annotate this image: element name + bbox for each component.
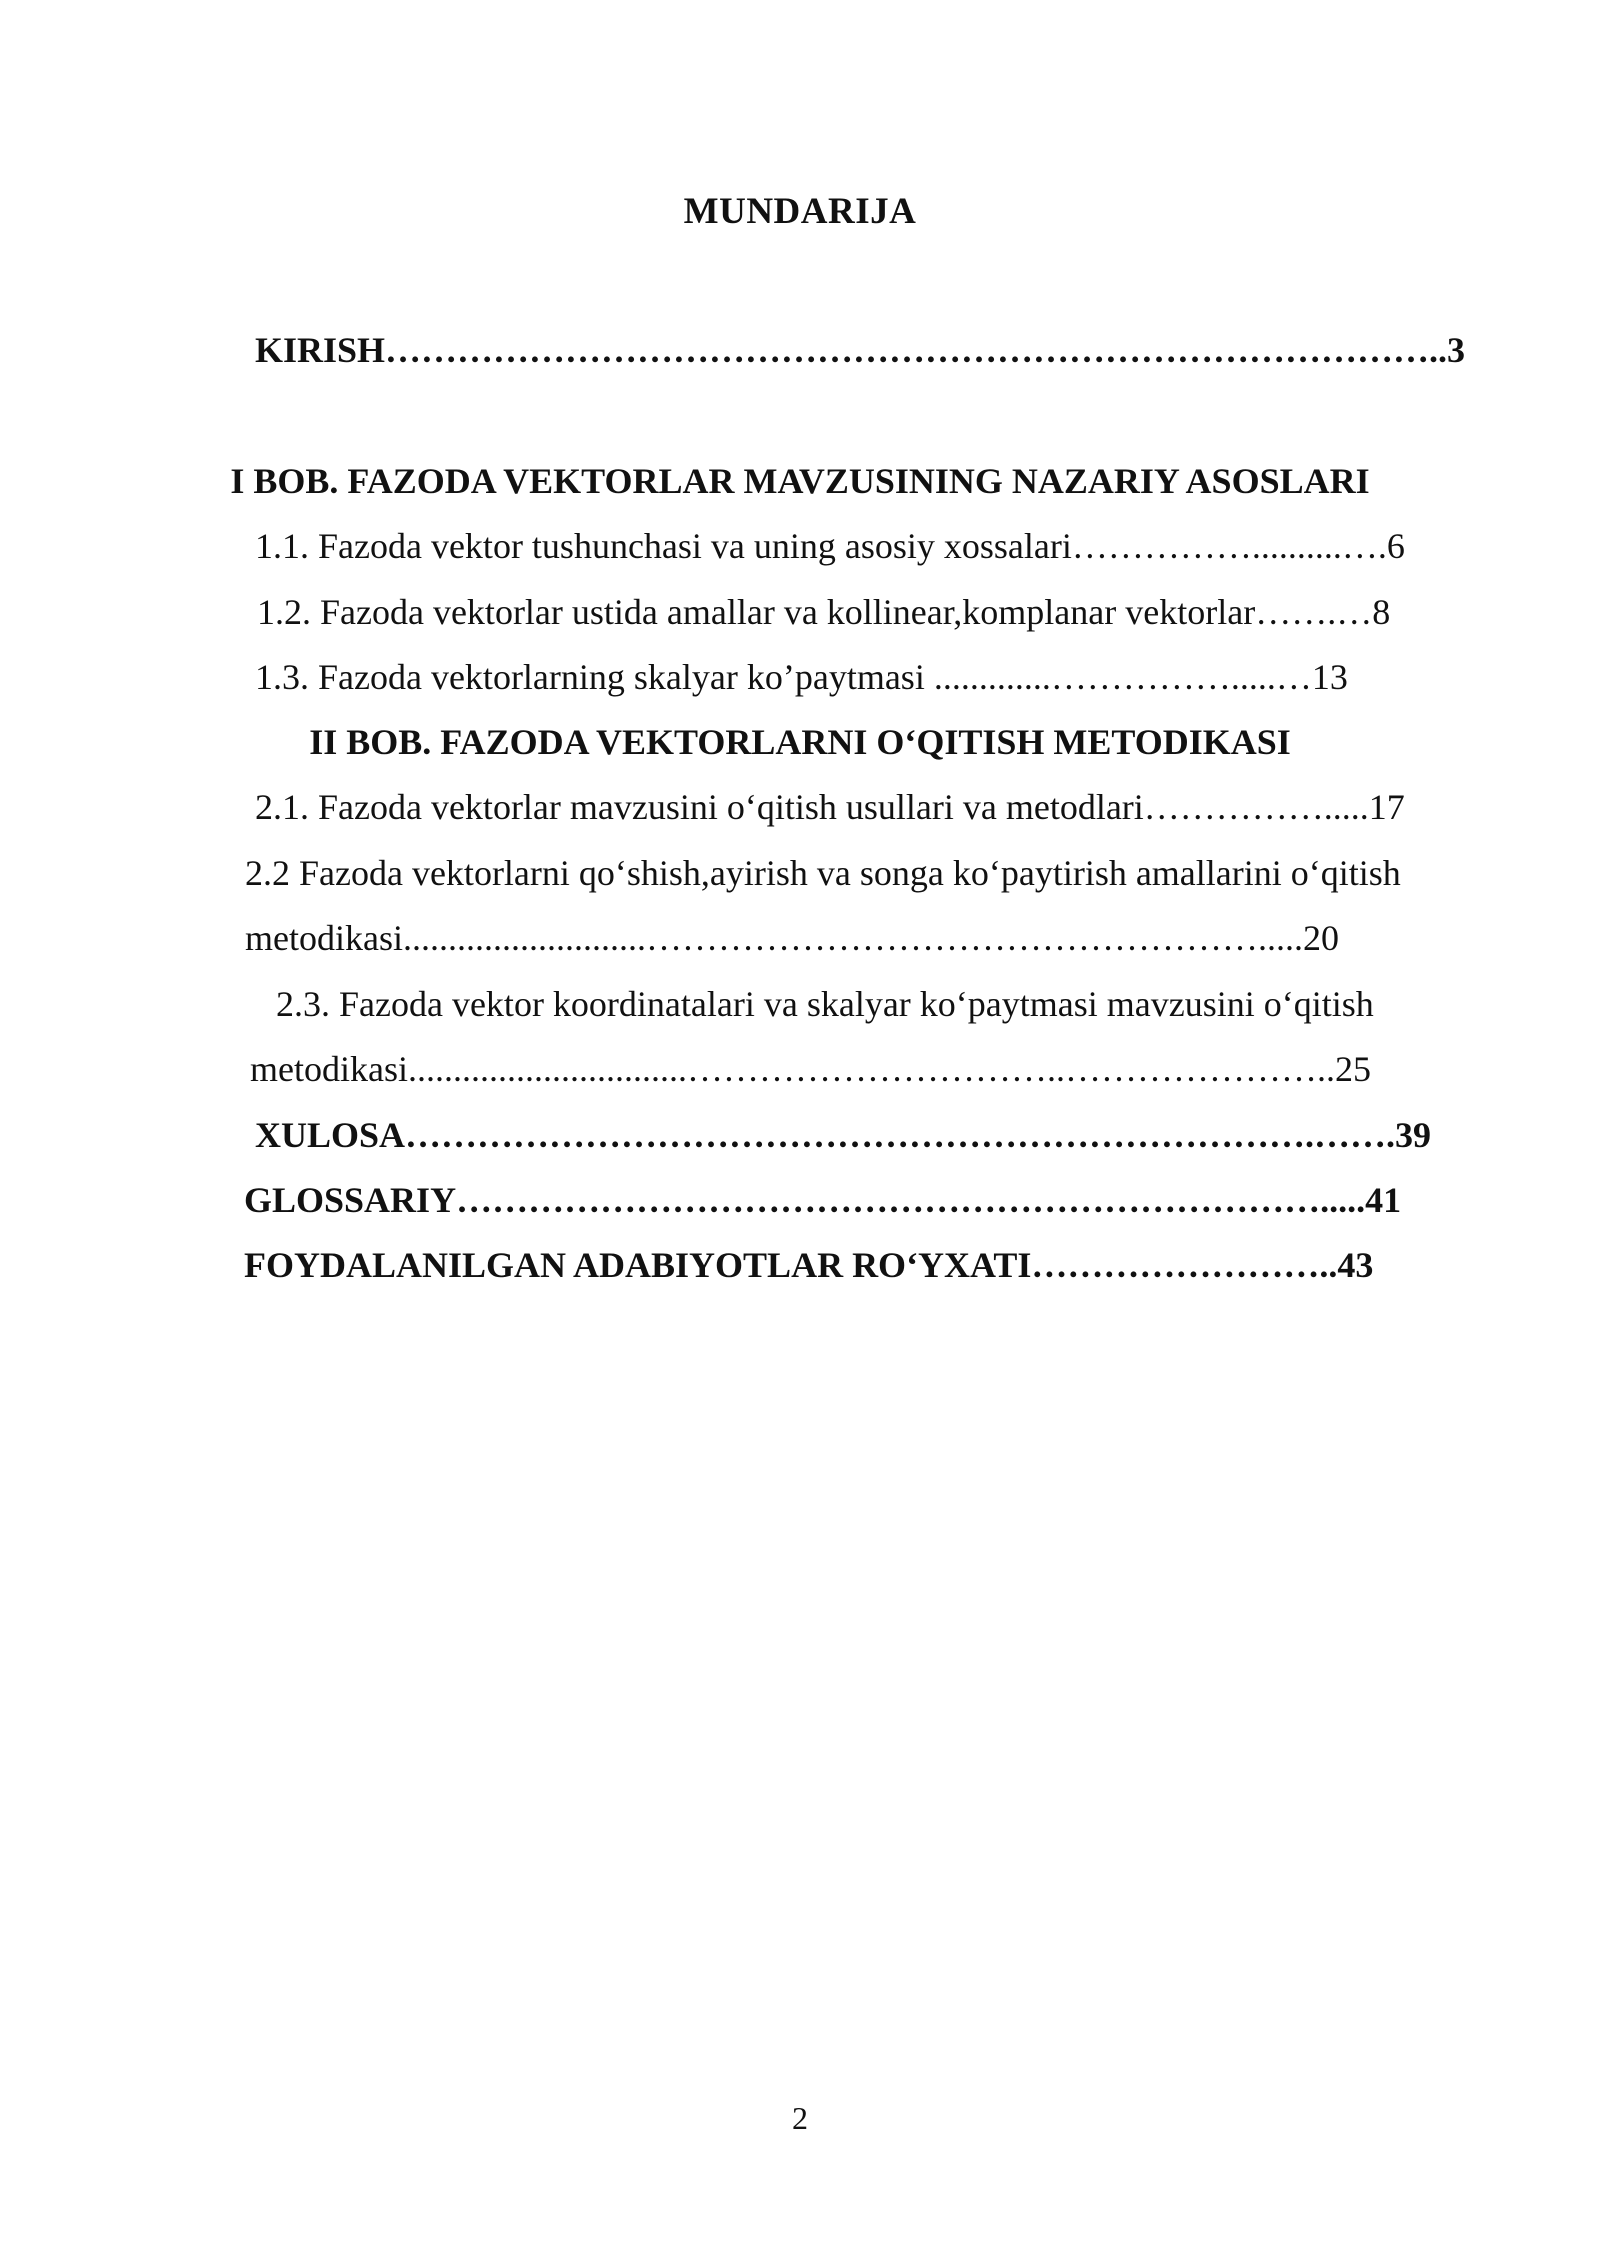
page-title: MUNDARIJA <box>683 191 917 232</box>
toc-entry-xulosa: XULOSA………………………………………………………………….…….39 <box>255 1115 1432 1155</box>
toc-entry-1-2: 1.2. Fazoda vektorlar ustida amallar va kollinear,komplanar vektorlar…….…8 <box>257 592 1391 632</box>
toc-entry-adabiyotlar: FOYDALANILGAN ADABIYOTLAR RO‘YXATI……………………..43 <box>244 1245 1374 1285</box>
toc-entry-glossariy: GLOSSARIY……………………………………………………………….....41 <box>244 1180 1402 1220</box>
toc-entry-1-1: 1.1. Fazoda vektor tushunchasi va uning asosiy xossalari……………..........….6 <box>255 526 1405 566</box>
toc-chapter-2-heading: II BOB. FAZODA VEKTORLARNI O‘QITISH METODIKASI <box>309 722 1291 762</box>
toc-entry-2-3-line-2: metodikasi...............................…………………………..…………………..25 <box>250 1049 1371 1089</box>
page-number: 2 <box>792 2100 808 2136</box>
toc-entry-1-3: 1.3. Fazoda vektorlarning skalyar ko’paytmasi .............…………….....…13 <box>255 657 1348 697</box>
toc-entry-2-2-line-1: 2.2 Fazoda vektorlarni qo‘shish,ayirish va songa ko‘paytirish amallarini o‘qitish <box>245 853 1401 893</box>
toc-entry-2-1: 2.1. Fazoda vektorlar mavzusini o‘qitish usullari va metodlari…………….....17 <box>255 787 1405 827</box>
toc-entry-2-2-line-2: metodikasi...........................…………………………………………….....20 <box>245 918 1339 958</box>
toc-entry-2-3-line-1: 2.3. Fazoda vektor koordinatalari va skalyar ko‘paytmasi mavzusini o‘qitish <box>276 984 1374 1024</box>
toc-entry-kirish: KIRISH……………………………………………………………………………..3 <box>255 330 1466 370</box>
toc-chapter-1-heading: I BOB. FAZODA VEKTORLAR MAVZUSINING NAZARIY ASOSLARI <box>230 461 1370 501</box>
